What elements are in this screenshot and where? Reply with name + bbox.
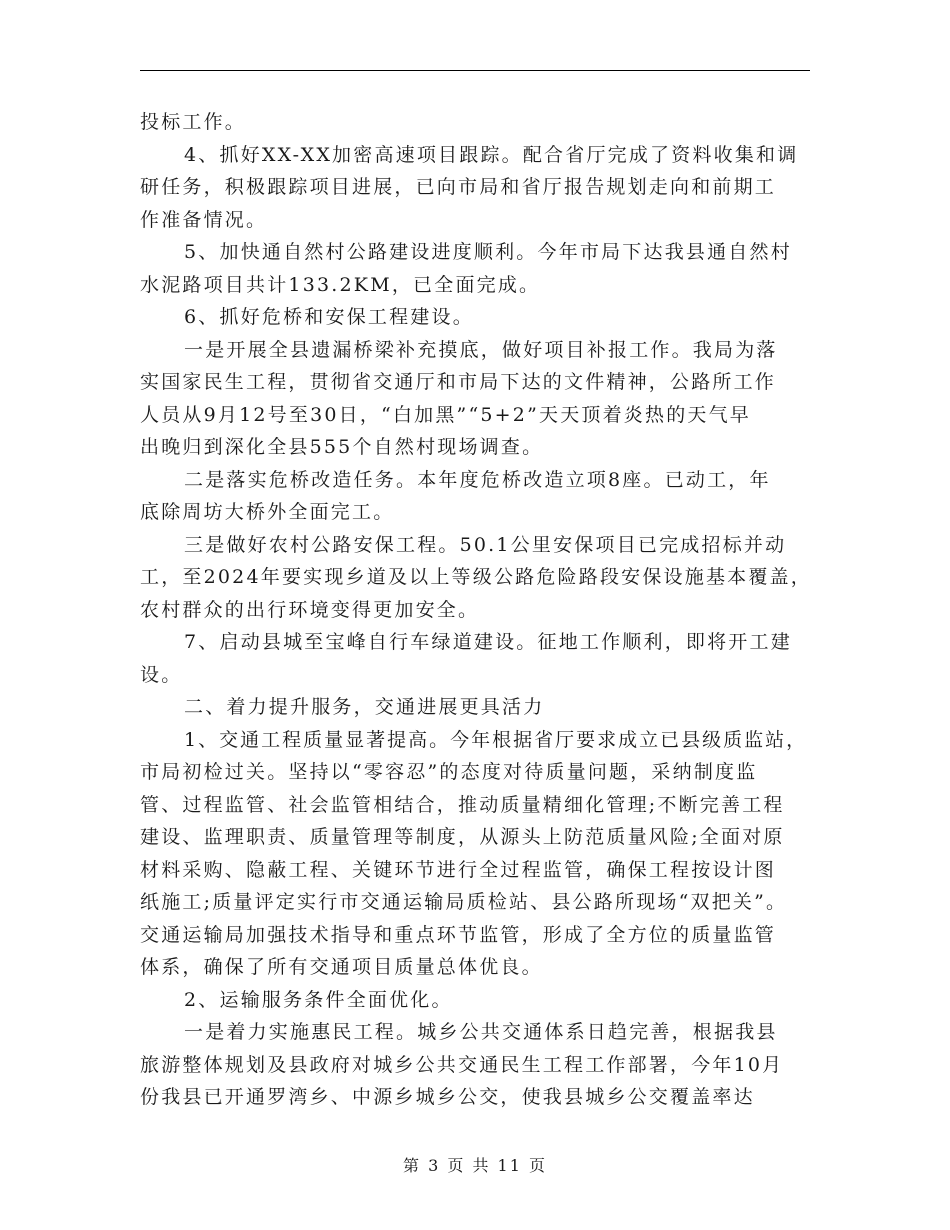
text-line: 出晚归到深化全县555个自然村现场调查。 [140,436,544,458]
text-line: 设。 [140,663,183,686]
text-line: 5、加快通自然村公路建设进度顺利。今年市局下达我县通自然村 [184,241,792,263]
text-line: 体系，确保了所有交通项目质量总体优良。 [140,956,543,978]
text-line: 二、着力提升服务，交通进展更具活力 [184,696,545,718]
text-line: 交通运输局加强技术指导和重点环节监管，形成了全方位的质量监管 [140,923,777,946]
text-line: 材料采购、隐蔽工程、关键环节进行全过程监管，确保工程按设计图 [140,858,777,881]
text-line: 市局初检过关。坚持以“零容忍”的态度对待质量问题，采纳制度监 [140,761,758,783]
text-line: 建设、监理职责、质量管理等制度，从源头上防范质量风险;全面对原 [140,826,785,848]
text-line: 2、运输服务条件全面优化。 [184,988,453,1011]
page-footer: 第 3 页 共 11 页 [403,1156,547,1175]
text-line: 人员从9月12号至30日，“白加黑”“5+2”天天顶着炎热的天气早 [140,403,751,426]
text-line: 6、抓好危桥和安保工程建设。 [184,306,474,328]
text-line: 工，至2024年要实现乡道及以上等级公路危险路段安保设施基本覆盖， [140,566,812,588]
text-line: 底除周坊大桥外全面完工。 [140,501,395,523]
text-line: 旅游整体规划及县政府对城乡公共交通民生工程工作部署，今年10月 [140,1053,784,1076]
text-line: 二是落实危桥改造任务。本年度危桥改造立项8座。已动工，年 [184,468,771,491]
text-line: 研任务，积极跟踪项目进展，已向市局和省厅报告规划走向和前期工 [140,176,777,198]
text-line: 一是开展全县遗漏桥梁补充摸底，做好项目补报工作。我局为落 [184,338,778,361]
header-rule [140,70,810,71]
text-line: 三是做好农村公路安保工程。50.1公里安保项目已完成招标并动 [184,533,787,556]
text-line: 份我县已开通罗湾乡、中源乡城乡公交，使我县城乡公交覆盖率达 [140,1086,755,1108]
text-line: 纸施工;质量评定实行市交通运输局质检站、县公路所现场“双把关”。 [140,891,788,913]
text-line: 一是着力实施惠民工程。城乡公共交通体系日趋完善，根据我县 [184,1021,778,1043]
text-line: 7、启动县城至宝峰自行车绿道建设。征地工作顺利，即将开工建 [184,631,792,653]
text-line: 管、过程监管、社会监管相结合，推动质量精细化管理;不断完善工程 [140,793,785,816]
text-line: 实国家民生工程，贯彻省交通厅和市局下达的文件精神，公路所工作 [140,371,777,393]
text-line: 作准备情况。 [140,208,268,231]
text-line: 农村群众的出行环境变得更加安全。 [140,598,480,621]
text-line: 1、交通工程质量显著提高。今年根据省厅要求成立已县级质监站， [184,728,808,751]
text-line: 水泥路项目共计133.2KM，已全面完成。 [140,273,541,296]
text-line: 4、抓好XX-XX加密高速项目跟踪。配合省厅完成了资料收集和调 [184,143,799,166]
text-line: 投标工作。 [140,111,247,133]
document-body [140,106,812,1114]
